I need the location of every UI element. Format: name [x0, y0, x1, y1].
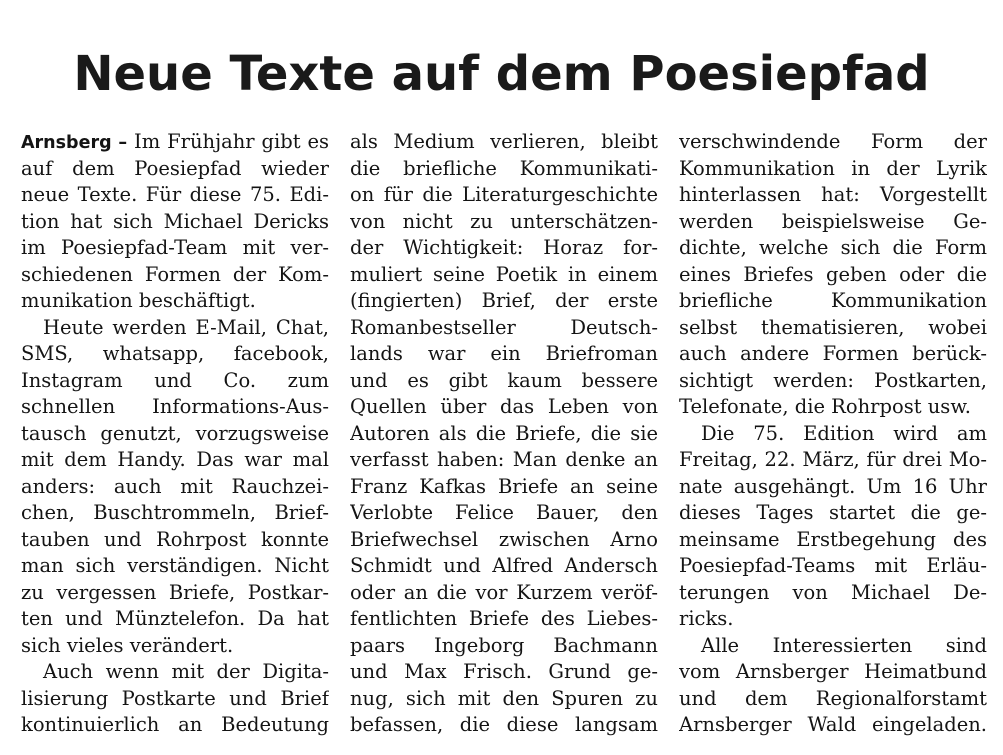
- article-line: [21, 129, 329, 156]
- article-line: SMS, whatsapp, facebook,: [21, 342, 329, 365]
- article-line: on für die Literaturgeschichte: [350, 183, 658, 206]
- article-line: auch andere Formen berück-: [679, 342, 987, 365]
- article-line: terungen von Michael De-: [679, 580, 987, 604]
- article-line: Telefonate, die Rohrpost usw.: [679, 395, 971, 418]
- article-line: lisierung Postkarte und Brief: [21, 686, 329, 710]
- article-line: fentlichten Briefe des Liebes-: [350, 607, 658, 630]
- article-line: neue Texte. Für diese 75. Edi-: [21, 183, 329, 206]
- article-line: eines Briefes geben oder die: [679, 262, 987, 286]
- article-line: verschwindende Form der: [679, 130, 987, 153]
- article-line: Schmidt und Alfred Andersch: [350, 554, 658, 577]
- article-line: tion hat sich Michael Dericks: [21, 209, 329, 233]
- article-line: selbst thematisieren, wobei: [679, 315, 987, 339]
- article-line: Autoren als die Briefe, die sie: [350, 421, 658, 445]
- article-line: ricks.: [679, 607, 734, 630]
- article-line: hinterlassen hat: Vorgestellt: [679, 183, 987, 206]
- article-line: sichtigt werden: Postkarten,: [679, 368, 987, 392]
- article-line: nug, sich mit den Spuren zu: [350, 686, 658, 710]
- article-line: vom Arnsberger Heimatbund: [679, 660, 987, 683]
- article-line: man sich verständigen. Nicht: [21, 554, 329, 577]
- article-line: als Medium verlieren, bleibt: [350, 130, 658, 153]
- article-line: kontinuierlich an Bedeutung: [21, 713, 329, 736]
- article-line: auf dem Poesiepfad wieder: [21, 156, 329, 180]
- article-line: tauben und Rohrpost konnte: [21, 527, 329, 551]
- article-line: paars Ingeborg Bachmann: [350, 633, 658, 657]
- article-line: im Poesiepfad-Team mit ver-: [21, 236, 329, 259]
- article-line: Briefwechsel zwischen Arno: [350, 527, 658, 551]
- article-line: (fingierten) Brief, der erste: [350, 289, 658, 312]
- article-line: und dem Regionalforstamt: [679, 686, 987, 710]
- article-line: dichte, welche sich die Form: [679, 236, 987, 259]
- article-column-2: [350, 129, 658, 739]
- article-body: [21, 129, 987, 755]
- article-column-1: [21, 129, 329, 739]
- article-line: briefliche Kommunikation: [679, 289, 987, 312]
- article-line: Die 75. Edition wird am: [701, 421, 987, 445]
- article-line: und Max Frisch. Grund ge-: [350, 660, 658, 683]
- article-dateline: Arnsberg –: [21, 133, 128, 153]
- article-line: Franz Kafkas Briefe an seine: [350, 474, 658, 498]
- article-line: lands war ein Briefroman: [350, 342, 658, 365]
- article-line: Arnsberger Wald eingeladen.: [679, 713, 987, 736]
- article-line: meinsame Erstbegehung des: [679, 527, 987, 551]
- article-line: Instagram und Co. zum: [21, 368, 329, 392]
- article-line: Quellen über das Leben von: [350, 395, 658, 418]
- article-line: Poesiepfad-Teams mit Erläu-: [679, 554, 987, 577]
- article-line: Verlobte Felice Bauer, den: [350, 501, 658, 524]
- article-line: muliert seine Poetik in einem: [350, 262, 658, 286]
- article-line: Kommunikation in der Lyrik: [679, 156, 987, 180]
- article-line: ten und Münztelefon. Da hat: [21, 607, 329, 630]
- article-line: tausch genutzt, vorzugsweise: [21, 421, 329, 445]
- article-line: Auch wenn mit der Digita-: [43, 660, 329, 683]
- article-line: befassen, die diese langsam: [350, 713, 658, 736]
- article-line: werden beispielsweise Ge-: [679, 209, 987, 233]
- article-line: Romanbestseller Deutsch-: [350, 315, 658, 339]
- article-line-text: Im Frühjahr gibt es: [127, 130, 329, 153]
- article-line: Alle Interessierten sind: [701, 633, 987, 657]
- article-headline: Neue Texte auf dem Poesiepfad: [73, 46, 930, 102]
- article-line: die briefliche Kommunikati-: [350, 156, 658, 180]
- article-line: dieses Tages startet die ge-: [679, 501, 987, 524]
- article-line: Freitag, 22. März, für drei Mo-: [679, 448, 987, 471]
- article-line: schnellen Informations-Aus-: [21, 395, 329, 418]
- article-line: chen, Buschtrommeln, Brief-: [21, 501, 329, 524]
- article-column-3: [679, 129, 987, 739]
- article-line: verfasst haben: Man denke an: [350, 448, 658, 471]
- article-line: der Wichtigkeit: Horaz for-: [350, 236, 658, 259]
- article-line: von nicht zu unterschätzen-: [350, 209, 658, 233]
- article-line: zu vergessen Briefe, Postkar-: [21, 580, 329, 604]
- article-line: nate ausgehängt. Um 16 Uhr: [679, 474, 987, 498]
- article-line: sich vieles verändert.: [21, 633, 234, 657]
- article-line: oder an die vor Kurzem veröf-: [350, 580, 658, 604]
- article-line: Heute werden E-Mail, Chat,: [43, 315, 329, 339]
- article-line: munikation beschäftigt.: [21, 289, 256, 312]
- article-line: mit dem Handy. Das war mal: [21, 448, 329, 471]
- article-line: schiedenen Formen der Kom-: [21, 262, 329, 286]
- article-line: anders: auch mit Rauchzei-: [21, 474, 329, 498]
- article-line: und es gibt kaum bessere: [350, 368, 658, 392]
